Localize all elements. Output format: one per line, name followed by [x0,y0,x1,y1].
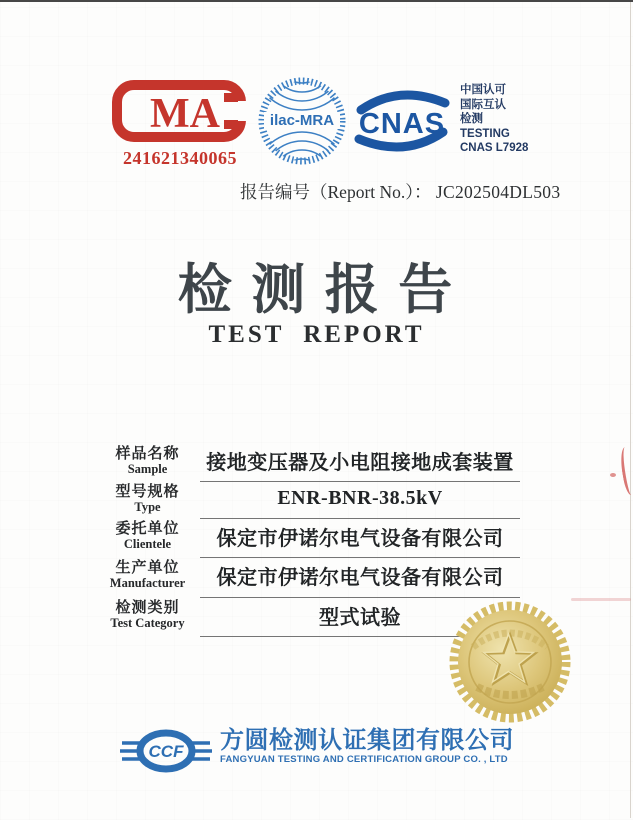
field-value-test-category: 型式试验 [200,598,520,637]
field-label-en: Sample [127,462,168,476]
accreditation-line: TESTING [460,127,510,140]
ccf-letters: CCF [148,742,184,761]
field-label-cn: 检测类别 [115,600,180,616]
ccf-logo-icon [119,727,213,775]
cma-letters: MA [150,91,220,137]
company-name-cn: 方圆检测认证集团有限公司 [220,727,514,754]
field-label [95,519,200,558]
field-row-type [95,482,535,519]
cma-accreditation-mark [112,80,248,169]
report-number-line [240,179,560,204]
field-label-cn: 样品名称 [115,446,180,462]
field-label-en: Clientele [123,537,172,551]
accreditation-text-block [460,83,528,156]
field-value-clientele: 保定市伊诺尔电气设备有限公司 [200,519,520,558]
cnas-letters: CNAS [358,108,446,140]
pink-smear-artifact [571,598,631,601]
field-label [95,558,200,598]
page-title: 检 测 报 告 [177,260,456,320]
cma-logo-icon [112,80,248,142]
field-label-cn: 生产单位 [115,560,180,576]
company-name-en: FANGYUAN TESTING AND CERTIFICATION GROUP CO. , LTD [220,754,508,765]
field-label [95,444,200,482]
field-label [95,598,200,637]
field-label [95,482,200,519]
ilac-mra-label: ilac-MRA [269,112,335,129]
accreditation-line: CNAS L7928 [460,142,529,154]
page-title-english: TEST REPORT [208,321,425,348]
field-value-sample: 接地变压器及小电阻接地成套装置 [200,444,520,482]
footer-company-block [0,727,633,775]
scan-right-edge [630,2,631,818]
field-label-en: Manufacturer [109,576,186,590]
accreditation-line: 检测 [460,113,483,125]
field-row-manufacturer [95,558,535,598]
field-row-clientele [95,519,535,558]
field-label-en: Test Category [110,616,185,630]
red-ink-dots [610,473,616,477]
accreditation-line: 国际互认 [460,98,506,111]
cnas-logo-icon [351,90,453,152]
red-ink-artifact [618,446,633,495]
gold-embossed-seal-icon [449,601,571,723]
accreditation-line: 中国认可 [460,84,506,96]
field-label-en: Type [134,500,161,514]
report-number-value: JC202504DL503 [435,182,561,202]
field-row-sample [95,444,535,482]
report-number-label: 报告编号（Report No.）： [240,182,432,202]
footer-company-names [220,727,514,765]
field-value-manufacturer: 保定市伊诺尔电气设备有限公司 [200,558,520,598]
field-label-cn: 型号规格 [115,484,180,500]
field-value-type: ENR-BNR-38.5kV [200,482,520,519]
scan-top-edge [0,0,633,2]
field-label-cn: 委托单位 [115,521,180,537]
ilac-mra-logo-icon [258,77,346,165]
cma-certificate-number: 241621340065 [123,148,237,168]
